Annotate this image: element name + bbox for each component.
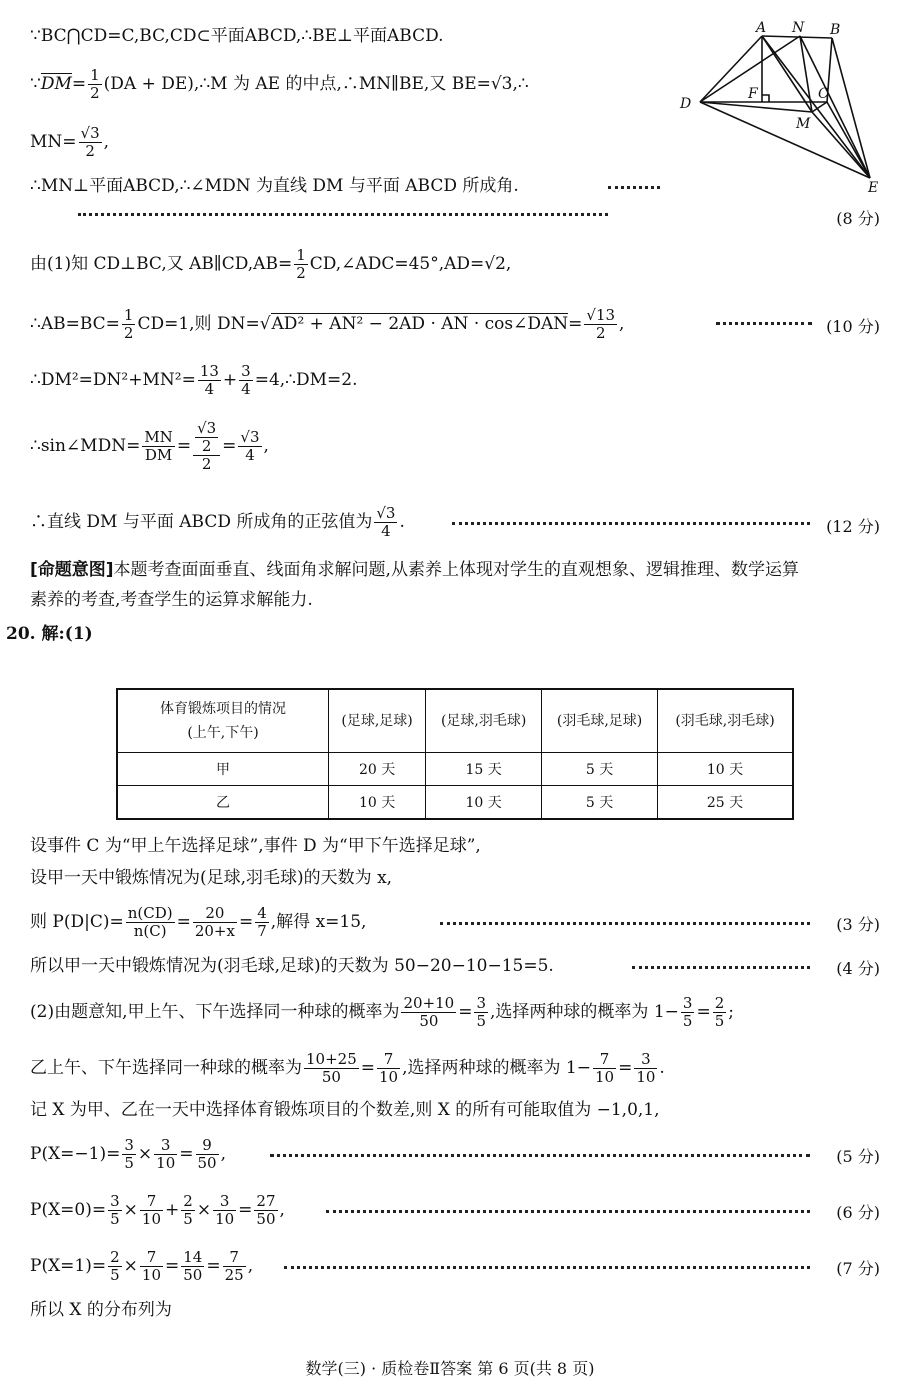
score-mark-12: (12 分) [826, 517, 880, 536]
table-cell: 5 天 [542, 786, 658, 820]
table-cell: 15 天 [426, 753, 542, 786]
line-7: ∴DM²=DN²+MN²= $\frac{13}{4}$ + $\frac{3}{4}$ =4,∴DM=2. [30, 362, 358, 398]
para-9: P(X=0)= $\frac{3}{5}$ × $\frac{7}{10}$ + $\frac{2}{5}$ × $\frac{3}{10}$ = $\frac{27}{50}$ , [30, 1192, 285, 1228]
label-d: D [680, 96, 692, 112]
leader-dots [326, 1210, 810, 1213]
para-5: (2)由题意知,甲上午、下午选择同一种球的概率为 $\frac{20+10}{50}$ = $\frac{3}{5}$ ,选择两种球的概率为 1− $\frac{3}{5}$ = $\frac{2}{5}$ ; [30, 994, 734, 1030]
para-10: P(X=1)= $\frac{2}{5}$ × $\frac{7}{10}$ = $\frac{14}{50}$ = $\frac{7}{25}$ , [30, 1248, 254, 1284]
leader-dots [78, 213, 608, 216]
para-4: 所以甲一天中锻炼情况为(羽毛球,足球)的天数为 50−20−10−15=5. [30, 956, 554, 976]
leader-dots [716, 322, 812, 325]
table-cell: 10 天 [426, 786, 542, 820]
table-header-cell: (羽毛球,羽毛球) [658, 689, 793, 753]
question-20-heading: 20. 解:(1) [6, 624, 93, 644]
exercise-table [116, 688, 794, 820]
label-b: B [830, 22, 841, 38]
para-7: 记 X 为甲、乙在一天中选择体育锻炼项目的个数差,则 X 的所有可能取值为 −1,0,1, [30, 1100, 660, 1120]
table-cell: 20 天 [329, 753, 426, 786]
table-cell: 25 天 [658, 786, 793, 820]
leader-dots [632, 966, 810, 969]
page-footer: 数学(三) · 质检卷Ⅱ答案 第 6 页(共 8 页) [305, 1359, 595, 1378]
table-header-cell: (羽毛球,足球) [542, 689, 658, 753]
label-n: N [792, 20, 805, 36]
table-cell: 10 天 [329, 786, 426, 820]
line-8: ∴sin∠MDN= $\frac{MN}{DM}$ = $\frac{\frac{√3}{2}}{2}$ = $\frac{√3}{4}$ , [30, 419, 269, 473]
score-mark-8: (8 分) [836, 209, 880, 228]
table-cell: 甲 [117, 753, 329, 786]
label-e: E [868, 180, 879, 196]
line-6: ∴AB=BC= $\frac{1}{2}$ CD=1,则 DN=√AD² + AN² − 2AD · AN · cos∠DAN= $\frac{√13}{2}$ , [30, 306, 625, 342]
table-cell: 5 天 [542, 753, 658, 786]
para-11: 所以 X 的分布列为 [30, 1300, 172, 1320]
label-m: M [796, 116, 811, 132]
table-row [117, 753, 793, 786]
score-mark-7: (7 分) [836, 1259, 880, 1278]
para-1: 设事件 C 为“甲上午选择足球”,事件 D 为“甲下午选择足球”, [30, 836, 481, 856]
score-mark-4: (4 分) [836, 959, 880, 978]
line-2: ∵DM= $\frac{1}{2}$ (DA + DE),∴M 为 AE 的中点,∴MN∥BE,又 BE=√3,∴ [30, 66, 529, 102]
leader-dots [452, 522, 810, 525]
line-1: ∵BC⋂CD=C,BC,CD⊂平面ABCD,∴BE⊥平面ABCD. [30, 26, 444, 46]
label-c: C [818, 86, 829, 102]
intent-line-2: 素养的考查,考查学生的运算求解能力. [30, 590, 313, 610]
geometry-figure [672, 14, 890, 200]
line-4: ∴MN⊥平面ABCD,∴∠MDN 为直线 DM 与平面 ABCD 所成角. [30, 176, 519, 196]
table-header-cell: (足球,羽毛球) [426, 689, 542, 753]
leader-dots [608, 186, 660, 189]
label-f: F [748, 86, 758, 102]
table-header-cell: (足球,足球) [329, 689, 426, 753]
leader-dots [270, 1154, 810, 1157]
leader-dots [440, 922, 810, 925]
para-8: P(X=−1)= $\frac{3}{5}$ × $\frac{3}{10}$ = $\frac{9}{50}$ , [30, 1136, 226, 1172]
line-9: ∴直线 DM 与平面 ABCD 所成角的正弦值为 $\frac{√3}{4}$ . [30, 504, 405, 540]
table-cell: 乙 [117, 786, 329, 820]
table-header-cell: 体育锻炼项目的情况 (上午,下午) [117, 689, 329, 753]
score-mark-3: (3 分) [836, 915, 880, 934]
leader-dots [284, 1266, 810, 1269]
score-mark-6: (6 分) [836, 1203, 880, 1222]
score-mark-5: (5 分) [836, 1147, 880, 1166]
line-5: 由(1)知 CD⊥BC,又 AB∥CD,AB= $\frac{1}{2}$ CD,∠ADC=45°,AD=√2, [30, 246, 512, 282]
para-6: 乙上午、下午选择同一种球的概率为 $\frac{10+25}{50}$ = $\frac{7}{10}$ ,选择两种球的概率为 1− $\frac{7}{10}$ = $\frac{3}{10}$ . [30, 1050, 665, 1086]
table-row [117, 786, 793, 820]
label-a: A [756, 20, 767, 36]
score-mark-10: (10 分) [826, 317, 880, 336]
para-2: 设甲一天中锻炼情况为(足球,羽毛球)的天数为 x, [30, 868, 393, 888]
line-3: MN= $\frac{√3}{2}$ , [30, 124, 110, 160]
table-cell: 10 天 [658, 753, 793, 786]
para-3: 则 P(D|C)= $\frac{n(CD)}{n(C)}$ = $\frac{20}{20+x}$ = $\frac{4}{7}$ ,解得 x=15, [30, 904, 367, 940]
table-header-row [117, 689, 793, 753]
intent-line-1: [命题意图]本题考查面面垂直、线面角求解问题,从素养上体现对学生的直观想象、逻辑推理、数学运算 [30, 560, 799, 580]
